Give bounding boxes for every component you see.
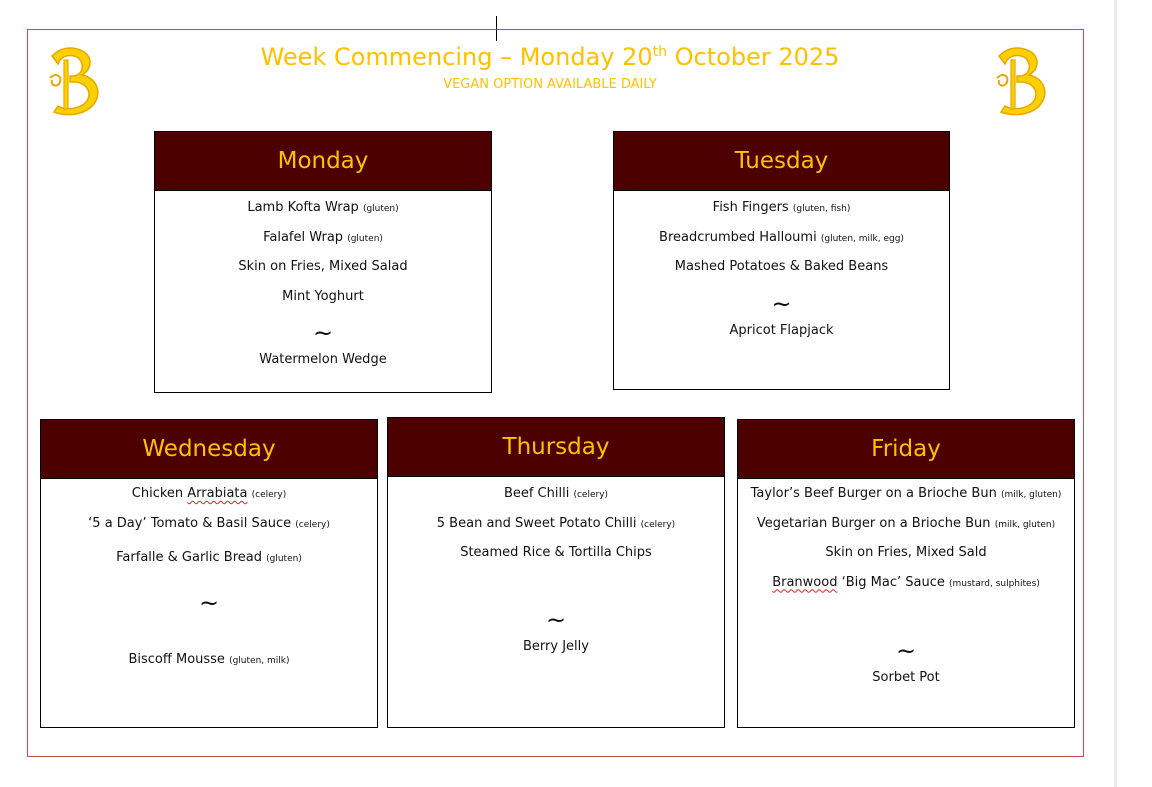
logo-left — [46, 42, 108, 120]
menu-item: Fish Fingers (gluten, fish) — [712, 200, 851, 215]
menu-item: Lamb Kofta Wrap (gluten) — [247, 200, 399, 215]
dessert-separator: ~ — [895, 637, 917, 665]
menu-item: Skin on Fries, Mixed Salad — [238, 259, 408, 274]
dessert-separator: ~ — [312, 319, 334, 347]
menu-item: Farfalle & Garlic Bread (gluten) — [116, 550, 302, 565]
dessert-separator: ~ — [198, 588, 220, 617]
menu-item: Skin on Fries, Mixed Sald — [825, 545, 987, 560]
dessert-item: Apricot Flapjack — [729, 322, 834, 338]
dessert-item: Sorbet Pot — [872, 670, 940, 685]
page-edge — [1114, 0, 1117, 787]
menu-item: Taylor’s Beef Burger on a Brioche Bun (milk, gluten) — [750, 486, 1062, 501]
menu-item: Breadcrumbed Halloumi (gluten, milk, egg) — [659, 229, 904, 245]
day-header-monday: Monday — [155, 132, 491, 191]
menu-item: Branwood ‘Big Mac’ Sauce (mustard, sulphites) — [772, 574, 1040, 590]
menu-item: Falafel Wrap (gluten) — [263, 229, 383, 245]
menu-item: ‘5 a Day’ Tomato & Basil Sauce (celery) — [88, 515, 330, 531]
day-box-friday — [737, 419, 1075, 728]
menu-item: 5 Bean and Sweet Potato Chilli (celery) — [436, 515, 676, 531]
dessert-item: Berry Jelly — [523, 638, 589, 654]
day-box-tuesday — [613, 131, 950, 390]
day-box-monday — [154, 131, 492, 393]
day-header-tuesday: Tuesday — [614, 132, 949, 191]
menu-item: Mashed Potatoes & Baked Beans — [674, 259, 889, 274]
dessert-item: Biscoff Mousse (gluten, milk) — [128, 651, 290, 667]
page-title: Week Commencing – Monday 20th October 2025 — [260, 43, 840, 71]
menu-item: Steamed Rice & Tortilla Chips — [460, 545, 652, 560]
day-box-thursday — [387, 417, 725, 728]
menu-item: Beef Chilli (celery) — [503, 486, 609, 501]
day-header-wednesday: Wednesday — [41, 420, 377, 479]
dessert-separator: ~ — [771, 289, 792, 318]
dessert-item: Watermelon Wedge — [259, 352, 387, 367]
menu-item: Mint Yoghurt — [282, 288, 364, 304]
dessert-separator: ~ — [545, 605, 567, 634]
day-box-wednesday — [40, 419, 378, 728]
day-header-thursday: Thursday — [388, 418, 724, 477]
menu-item: Vegetarian Burger on a Brioche Bun (milk, gluten) — [756, 515, 1056, 531]
logo-right — [993, 42, 1055, 120]
day-header-friday: Friday — [738, 420, 1074, 479]
menu-item: Chicken Arrabiata (celery) — [131, 486, 287, 501]
vegan-option-note: VEGAN OPTION AVAILABLE DAILY — [443, 77, 657, 92]
text-cursor — [496, 16, 497, 41]
